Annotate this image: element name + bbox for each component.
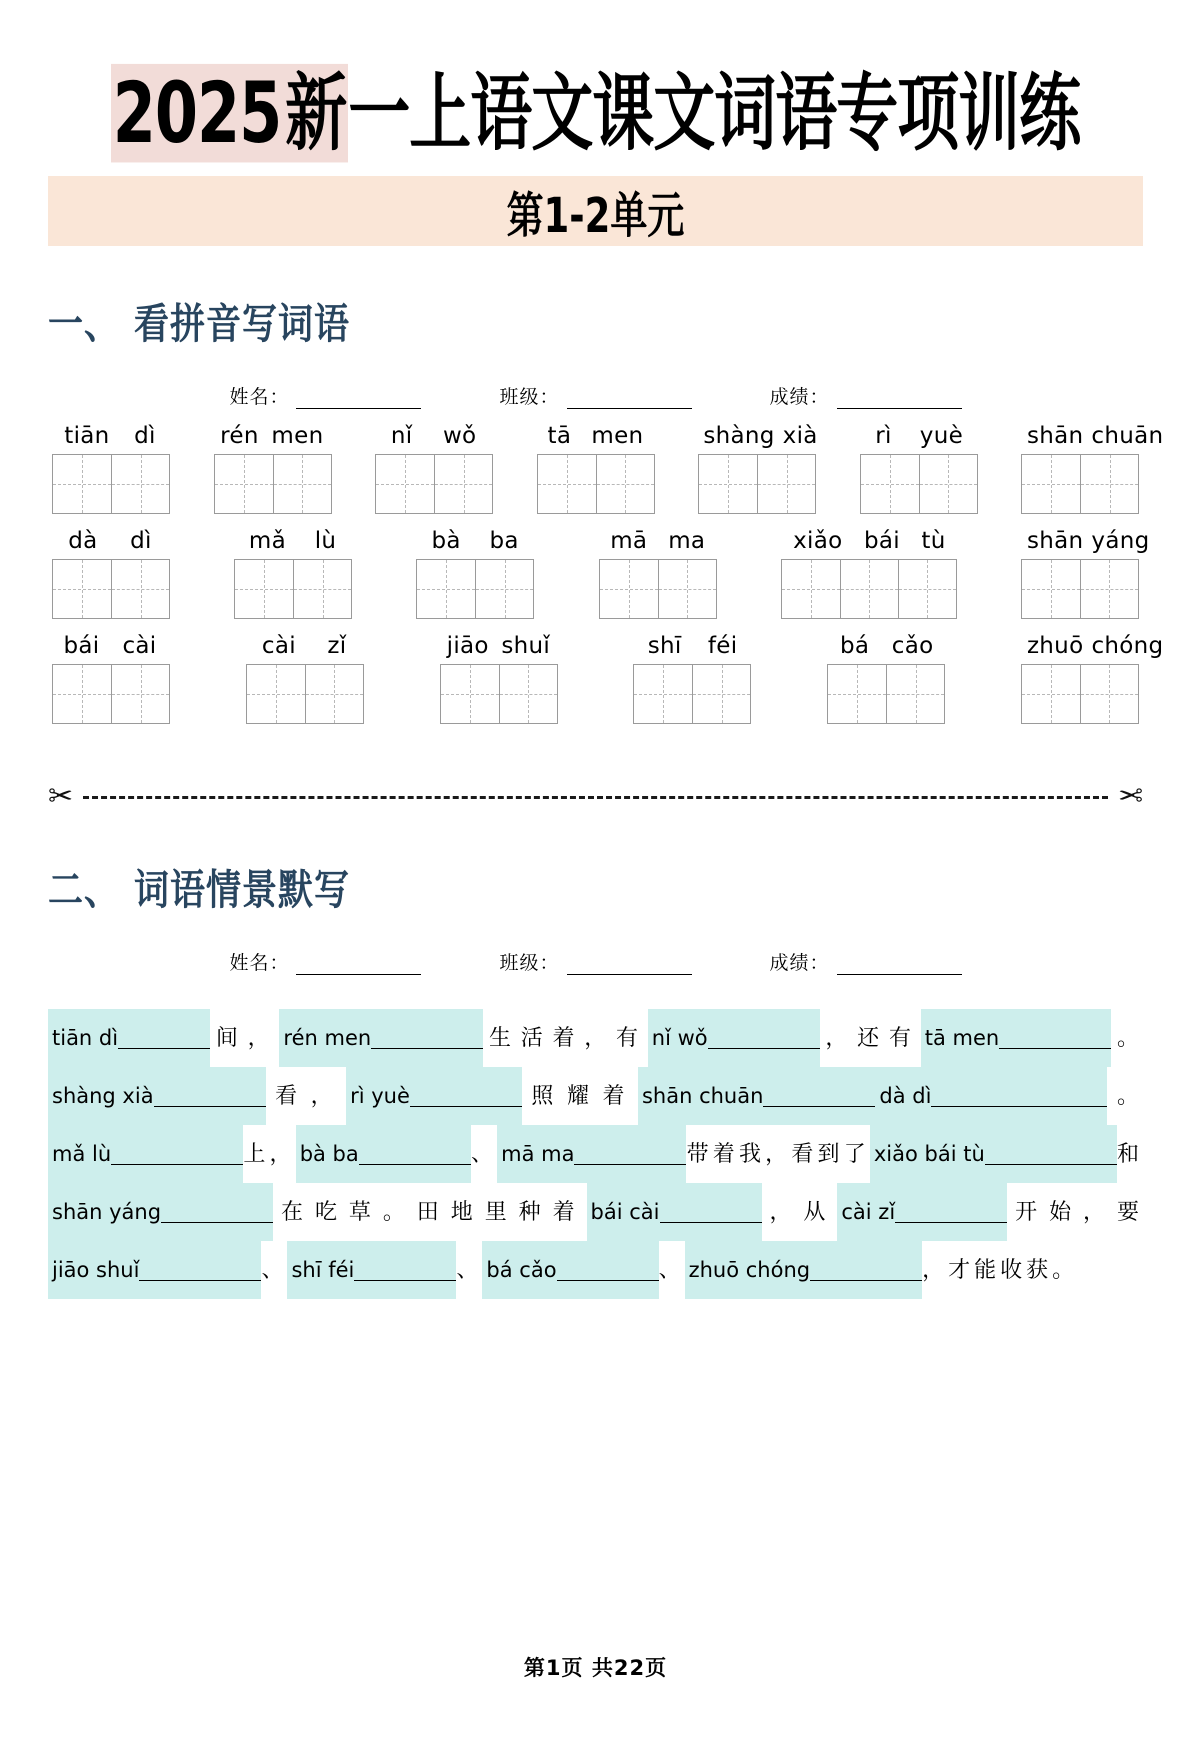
tianzige-cell[interactable] [499, 665, 557, 723]
passage-text: ，才能收获。 [922, 1258, 1079, 1283]
pinyin-syllable: chuān [1091, 423, 1164, 449]
tianzige-box[interactable] [1021, 454, 1139, 514]
name-field-group [229, 382, 421, 409]
passage-text: 、 [261, 1258, 288, 1283]
tianzige-box[interactable] [440, 664, 558, 724]
class-label: 班级： [499, 952, 560, 974]
pinyin-blank-line[interactable] [154, 1086, 266, 1107]
tianzige-cell[interactable] [247, 665, 305, 723]
section-1-title: 看拼音写词语 [134, 301, 351, 349]
pinyin-syllable: yáng [1091, 528, 1150, 554]
tianzige-cell[interactable] [634, 665, 692, 723]
pinyin-blank[interactable] [638, 1067, 875, 1125]
tianzige-cell[interactable] [1022, 560, 1080, 618]
tianzige-cell[interactable] [828, 665, 886, 723]
passage-text: ，还有 [819, 1026, 921, 1051]
name-field-group [229, 948, 421, 975]
pinyin-syllable: men [591, 423, 644, 449]
pinyin-blank-hint: xiǎo bái tù [873, 1142, 985, 1166]
pinyin-syllable: féi [707, 633, 738, 659]
tianzige-grid-row [48, 559, 1143, 619]
pinyin-blank-hint: tā men [924, 1026, 1000, 1050]
tianzige-cell[interactable] [692, 665, 750, 723]
pinyin-blank-line[interactable] [810, 1260, 922, 1281]
pinyin-group [52, 423, 168, 449]
pinyin-blank-line[interactable] [410, 1086, 522, 1107]
name-input-line[interactable] [296, 389, 421, 409]
pinyin-blank-hint: shàng xià [52, 1084, 154, 1108]
tianzige-box[interactable] [599, 559, 717, 619]
tianzige-cell[interactable] [273, 455, 331, 513]
tianzige-box[interactable] [52, 454, 170, 514]
pinyin-blank-hint: shān yáng [52, 1200, 162, 1224]
pinyin-group [52, 633, 168, 659]
tianzige-box[interactable] [52, 559, 170, 619]
pinyin-blank[interactable] [648, 1009, 820, 1067]
tianzige-cell[interactable] [305, 665, 363, 723]
pinyin-blank-line[interactable] [660, 1202, 762, 1223]
pinyin-syllable: shān [1026, 423, 1084, 449]
passage-text: 。 [1111, 1026, 1143, 1051]
pinyin-blank[interactable] [497, 1125, 686, 1183]
pinyin-syllable: cǎo [891, 633, 934, 659]
passage-text: ，从 [761, 1200, 838, 1225]
tianzige-grid-row [48, 454, 1143, 514]
pinyin-syllable: mā [610, 528, 648, 554]
pinyin-blank-hint: bá cǎo [486, 1258, 557, 1282]
pinyin-group [861, 423, 977, 449]
pinyin-blank-line[interactable] [895, 1202, 1007, 1223]
pinyin-blank-hint: dà dì [879, 1084, 932, 1108]
tianzige-box[interactable] [698, 454, 816, 514]
tianzige-cell[interactable] [441, 665, 499, 723]
page-footer: 第1页 共22页 [523, 1656, 668, 1680]
pinyin-blank-hint: shān chuān [641, 1084, 764, 1108]
pinyin-writing-exercise [48, 423, 1164, 724]
passage-text: 在吃草。田地里种着 [273, 1200, 587, 1225]
pinyin-syllable: tiān [64, 423, 110, 449]
pinyin-group [214, 423, 330, 449]
pinyin-blank-hint: shī féi [291, 1258, 355, 1282]
pinyin-syllable: zhuō [1026, 633, 1084, 659]
pinyin-blank-line[interactable] [931, 1086, 1107, 1107]
pinyin-blank-line[interactable] [161, 1202, 273, 1223]
pinyin-syllable: jiāo [446, 633, 489, 659]
passage-text: 上， [243, 1142, 296, 1167]
pinyin-syllable: tā [547, 423, 572, 449]
score-label: 成绩： [769, 386, 830, 408]
tianzige-cell[interactable] [1080, 455, 1138, 513]
tianzige-cell[interactable] [376, 455, 434, 513]
tianzige-box[interactable] [246, 664, 364, 724]
passage-text: 带着我，看到了 [686, 1142, 870, 1167]
passage-text: 。 [1107, 1084, 1143, 1109]
tianzige-box[interactable] [827, 664, 945, 724]
name-label: 姓名： [229, 952, 290, 974]
pinyin-syllable: dà [68, 528, 98, 554]
tianzige-cell[interactable] [111, 455, 169, 513]
pinyin-blank-hint: cài zǐ [841, 1200, 896, 1224]
pinyin-group [235, 528, 351, 554]
pinyin-blank-line[interactable] [354, 1260, 456, 1281]
tianzige-cell[interactable] [215, 455, 273, 513]
section-2-heading [48, 858, 1143, 917]
pinyin-group [376, 423, 492, 449]
pinyin-group [600, 528, 716, 554]
score-input-line[interactable] [837, 389, 962, 409]
pinyin-blank-line[interactable] [111, 1144, 243, 1165]
pinyin-group [537, 423, 653, 449]
title-year: 2025 [112, 63, 282, 163]
tianzige-cell[interactable] [658, 560, 716, 618]
pinyin-syllable: zǐ [327, 633, 347, 659]
tianzige-cell[interactable] [600, 560, 658, 618]
score-label: 成绩： [769, 952, 830, 974]
pinyin-group [699, 423, 818, 449]
tianzige-cell[interactable] [596, 455, 654, 513]
section-1-heading [48, 292, 1143, 351]
score-input-line[interactable] [837, 955, 962, 975]
pinyin-syllable: rén [220, 423, 259, 449]
tianzige-cell[interactable] [53, 560, 111, 618]
pinyin-syllable: dì [134, 423, 156, 449]
pinyin-blank-line[interactable] [118, 1028, 210, 1049]
passage-text: 和 [1116, 1142, 1143, 1167]
class-field-group [499, 382, 691, 409]
pinyin-syllable: wǒ [442, 423, 477, 449]
pinyin-syllable: lù [314, 528, 337, 554]
passage-text: 、 [456, 1258, 483, 1283]
pinyin-syllable: shī [647, 633, 682, 659]
pinyin-syllable: tù [921, 528, 946, 554]
tianzige-box[interactable] [52, 664, 170, 724]
pinyin-group [440, 633, 556, 659]
pinyin-group [782, 528, 956, 554]
pinyin-blank-line[interactable] [763, 1086, 875, 1107]
pinyin-syllable: nǐ [390, 423, 413, 449]
pinyin-blank[interactable] [279, 1009, 483, 1067]
class-field-group [499, 948, 691, 975]
passage-text: 、 [658, 1258, 685, 1283]
title-highlight-char: 新 [285, 63, 347, 163]
pinyin-group [1023, 528, 1150, 554]
tianzige-cell[interactable] [293, 560, 351, 618]
pinyin-syllable: bái [63, 633, 100, 659]
pinyin-syllable: dì [130, 528, 152, 554]
pinyin-group [1023, 423, 1164, 449]
pinyin-syllable: cài [122, 633, 157, 659]
tianzige-cell[interactable] [1080, 560, 1138, 618]
pinyin-blank-line[interactable] [708, 1028, 820, 1049]
class-label: 班级： [499, 386, 560, 408]
tianzige-cell[interactable] [235, 560, 293, 618]
page-title [48, 63, 1143, 163]
pinyin-syllable: bá [839, 633, 870, 659]
cut-divider [48, 782, 1143, 812]
scissors-icon: ✂ [48, 780, 74, 813]
tianzige-box[interactable] [1021, 559, 1139, 619]
section-1-number: 一、 [48, 301, 121, 349]
pinyin-blank-line[interactable] [985, 1144, 1117, 1165]
pinyin-syllable: shān [1026, 528, 1084, 554]
pinyin-syllable: chóng [1091, 633, 1164, 659]
tianzige-box[interactable] [416, 559, 534, 619]
pinyin-blank[interactable] [875, 1067, 1107, 1125]
pinyin-blank-hint: bái cài [590, 1200, 660, 1224]
pinyin-syllable: shàng [703, 423, 775, 449]
passage-text: 看， [265, 1084, 347, 1109]
pinyin-syllable: mǎ [248, 528, 287, 554]
tianzige-box[interactable] [375, 454, 493, 514]
pinyin-blank[interactable] [296, 1125, 471, 1183]
tianzige-grid-row [48, 664, 1143, 724]
passage-text: 间， [210, 1026, 280, 1051]
tianzige-cell[interactable] [919, 455, 977, 513]
pinyin-blank-hint: rì yuè [350, 1084, 410, 1108]
pinyin-blank-hint: zhuō chóng [688, 1258, 811, 1282]
pinyin-label-row [48, 633, 1164, 659]
pinyin-blank-line[interactable] [371, 1028, 483, 1049]
tianzige-cell[interactable] [861, 455, 919, 513]
pinyin-syllable: bà [431, 528, 461, 554]
pinyin-blank[interactable] [48, 1067, 266, 1125]
pinyin-group [417, 528, 533, 554]
tianzige-box[interactable] [234, 559, 352, 619]
pinyin-blank[interactable] [48, 1009, 210, 1067]
tianzige-box[interactable] [781, 559, 957, 619]
pinyin-syllable: rì [875, 423, 892, 449]
tianzige-cell[interactable] [53, 455, 111, 513]
tianzige-box[interactable] [214, 454, 332, 514]
pinyin-blank-hint: jiāo shuǐ [52, 1258, 140, 1282]
pinyin-syllable: xiǎo [793, 528, 843, 554]
pinyin-syllable: cài [261, 633, 296, 659]
class-input-line[interactable] [567, 389, 692, 409]
context-dictation-passage [48, 1009, 1143, 1299]
pinyin-blank-hint: mǎ lù [52, 1142, 112, 1166]
pinyin-blank-hint: rén men [283, 1026, 372, 1050]
tianzige-cell[interactable] [434, 455, 492, 513]
tianzige-cell[interactable] [538, 455, 596, 513]
pinyin-blank-line[interactable] [999, 1028, 1111, 1049]
pinyin-label-row [48, 423, 1164, 449]
name-label: 姓名： [229, 386, 290, 408]
pinyin-group [52, 528, 168, 554]
pinyin-syllable: shuǐ [501, 633, 551, 659]
pinyin-syllable: ma [668, 528, 706, 554]
student-meta-row-1 [48, 382, 1143, 409]
pinyin-blank-hint: nǐ wǒ [651, 1026, 708, 1050]
section-2-number: 二、 [48, 867, 121, 915]
passage-text: 生活着，有 [483, 1026, 648, 1051]
pinyin-blank[interactable] [921, 1009, 1111, 1067]
pinyin-blank-line[interactable] [574, 1144, 686, 1165]
pinyin-group [635, 633, 751, 659]
pinyin-syllable: yuè [919, 423, 964, 449]
tianzige-cell[interactable] [111, 560, 169, 618]
class-input-line[interactable] [567, 955, 692, 975]
tianzige-box[interactable] [860, 454, 978, 514]
passage-text: 照耀着 [521, 1084, 638, 1109]
pinyin-group [829, 633, 945, 659]
pinyin-blank[interactable] [48, 1183, 273, 1241]
pinyin-group [1023, 633, 1164, 659]
pinyin-blank-line[interactable] [139, 1260, 261, 1281]
pinyin-blank[interactable] [685, 1241, 923, 1299]
scissors-icon: ✂ [1117, 780, 1143, 813]
tianzige-box[interactable] [633, 664, 751, 724]
pinyin-blank[interactable] [482, 1241, 658, 1299]
passage-text: 开始，要 [1007, 1200, 1143, 1225]
passage-text: 、 [470, 1142, 498, 1167]
pinyin-blank[interactable] [287, 1241, 456, 1299]
tianzige-cell[interactable] [840, 560, 898, 618]
dashed-cut-line [83, 796, 1108, 799]
score-field-group [770, 948, 962, 975]
pinyin-syllable: ba [489, 528, 519, 554]
score-field-group [770, 382, 962, 409]
pinyin-blank[interactable] [48, 1241, 261, 1299]
title-rest: 一上语文课文词语专项训练 [348, 63, 1081, 163]
tianzige-cell[interactable] [1022, 665, 1080, 723]
tianzige-cell[interactable] [699, 455, 757, 513]
pinyin-blank-line[interactable] [557, 1260, 659, 1281]
tianzige-cell[interactable] [417, 560, 475, 618]
tianzige-box[interactable] [537, 454, 655, 514]
unit-banner-label: 第1-2单元 [506, 187, 685, 244]
pinyin-syllable: xià [782, 423, 818, 449]
pinyin-blank[interactable] [48, 1125, 243, 1183]
pinyin-blank[interactable] [870, 1125, 1117, 1183]
pinyin-syllable: men [271, 423, 324, 449]
tianzige-cell[interactable] [886, 665, 944, 723]
tianzige-cell[interactable] [475, 560, 533, 618]
tianzige-cell[interactable] [111, 665, 169, 723]
pinyin-blank[interactable] [587, 1183, 762, 1241]
pinyin-syllable: bái [863, 528, 900, 554]
tianzige-box[interactable] [1021, 664, 1139, 724]
pinyin-blank-hint: tiān dì [52, 1026, 119, 1050]
section-2-title: 词语情景默写 [134, 867, 351, 915]
tianzige-cell[interactable] [757, 455, 815, 513]
pinyin-blank-line[interactable] [359, 1144, 471, 1165]
tianzige-cell[interactable] [53, 665, 111, 723]
tianzige-cell[interactable] [1022, 455, 1080, 513]
pinyin-blank[interactable] [346, 1067, 522, 1125]
pinyin-group [246, 633, 362, 659]
pinyin-blank-hint: bà ba [299, 1142, 359, 1166]
pinyin-blank-hint: mā ma [501, 1142, 575, 1166]
tianzige-cell[interactable] [898, 560, 956, 618]
tianzige-cell[interactable] [1080, 665, 1138, 723]
student-meta-row-2 [48, 948, 1143, 975]
unit-banner [48, 176, 1143, 246]
tianzige-cell[interactable] [782, 560, 840, 618]
worksheet-page [0, 63, 1191, 1756]
pinyin-blank[interactable] [837, 1183, 1007, 1241]
name-input-line[interactable] [296, 955, 421, 975]
pinyin-label-row [48, 528, 1150, 554]
